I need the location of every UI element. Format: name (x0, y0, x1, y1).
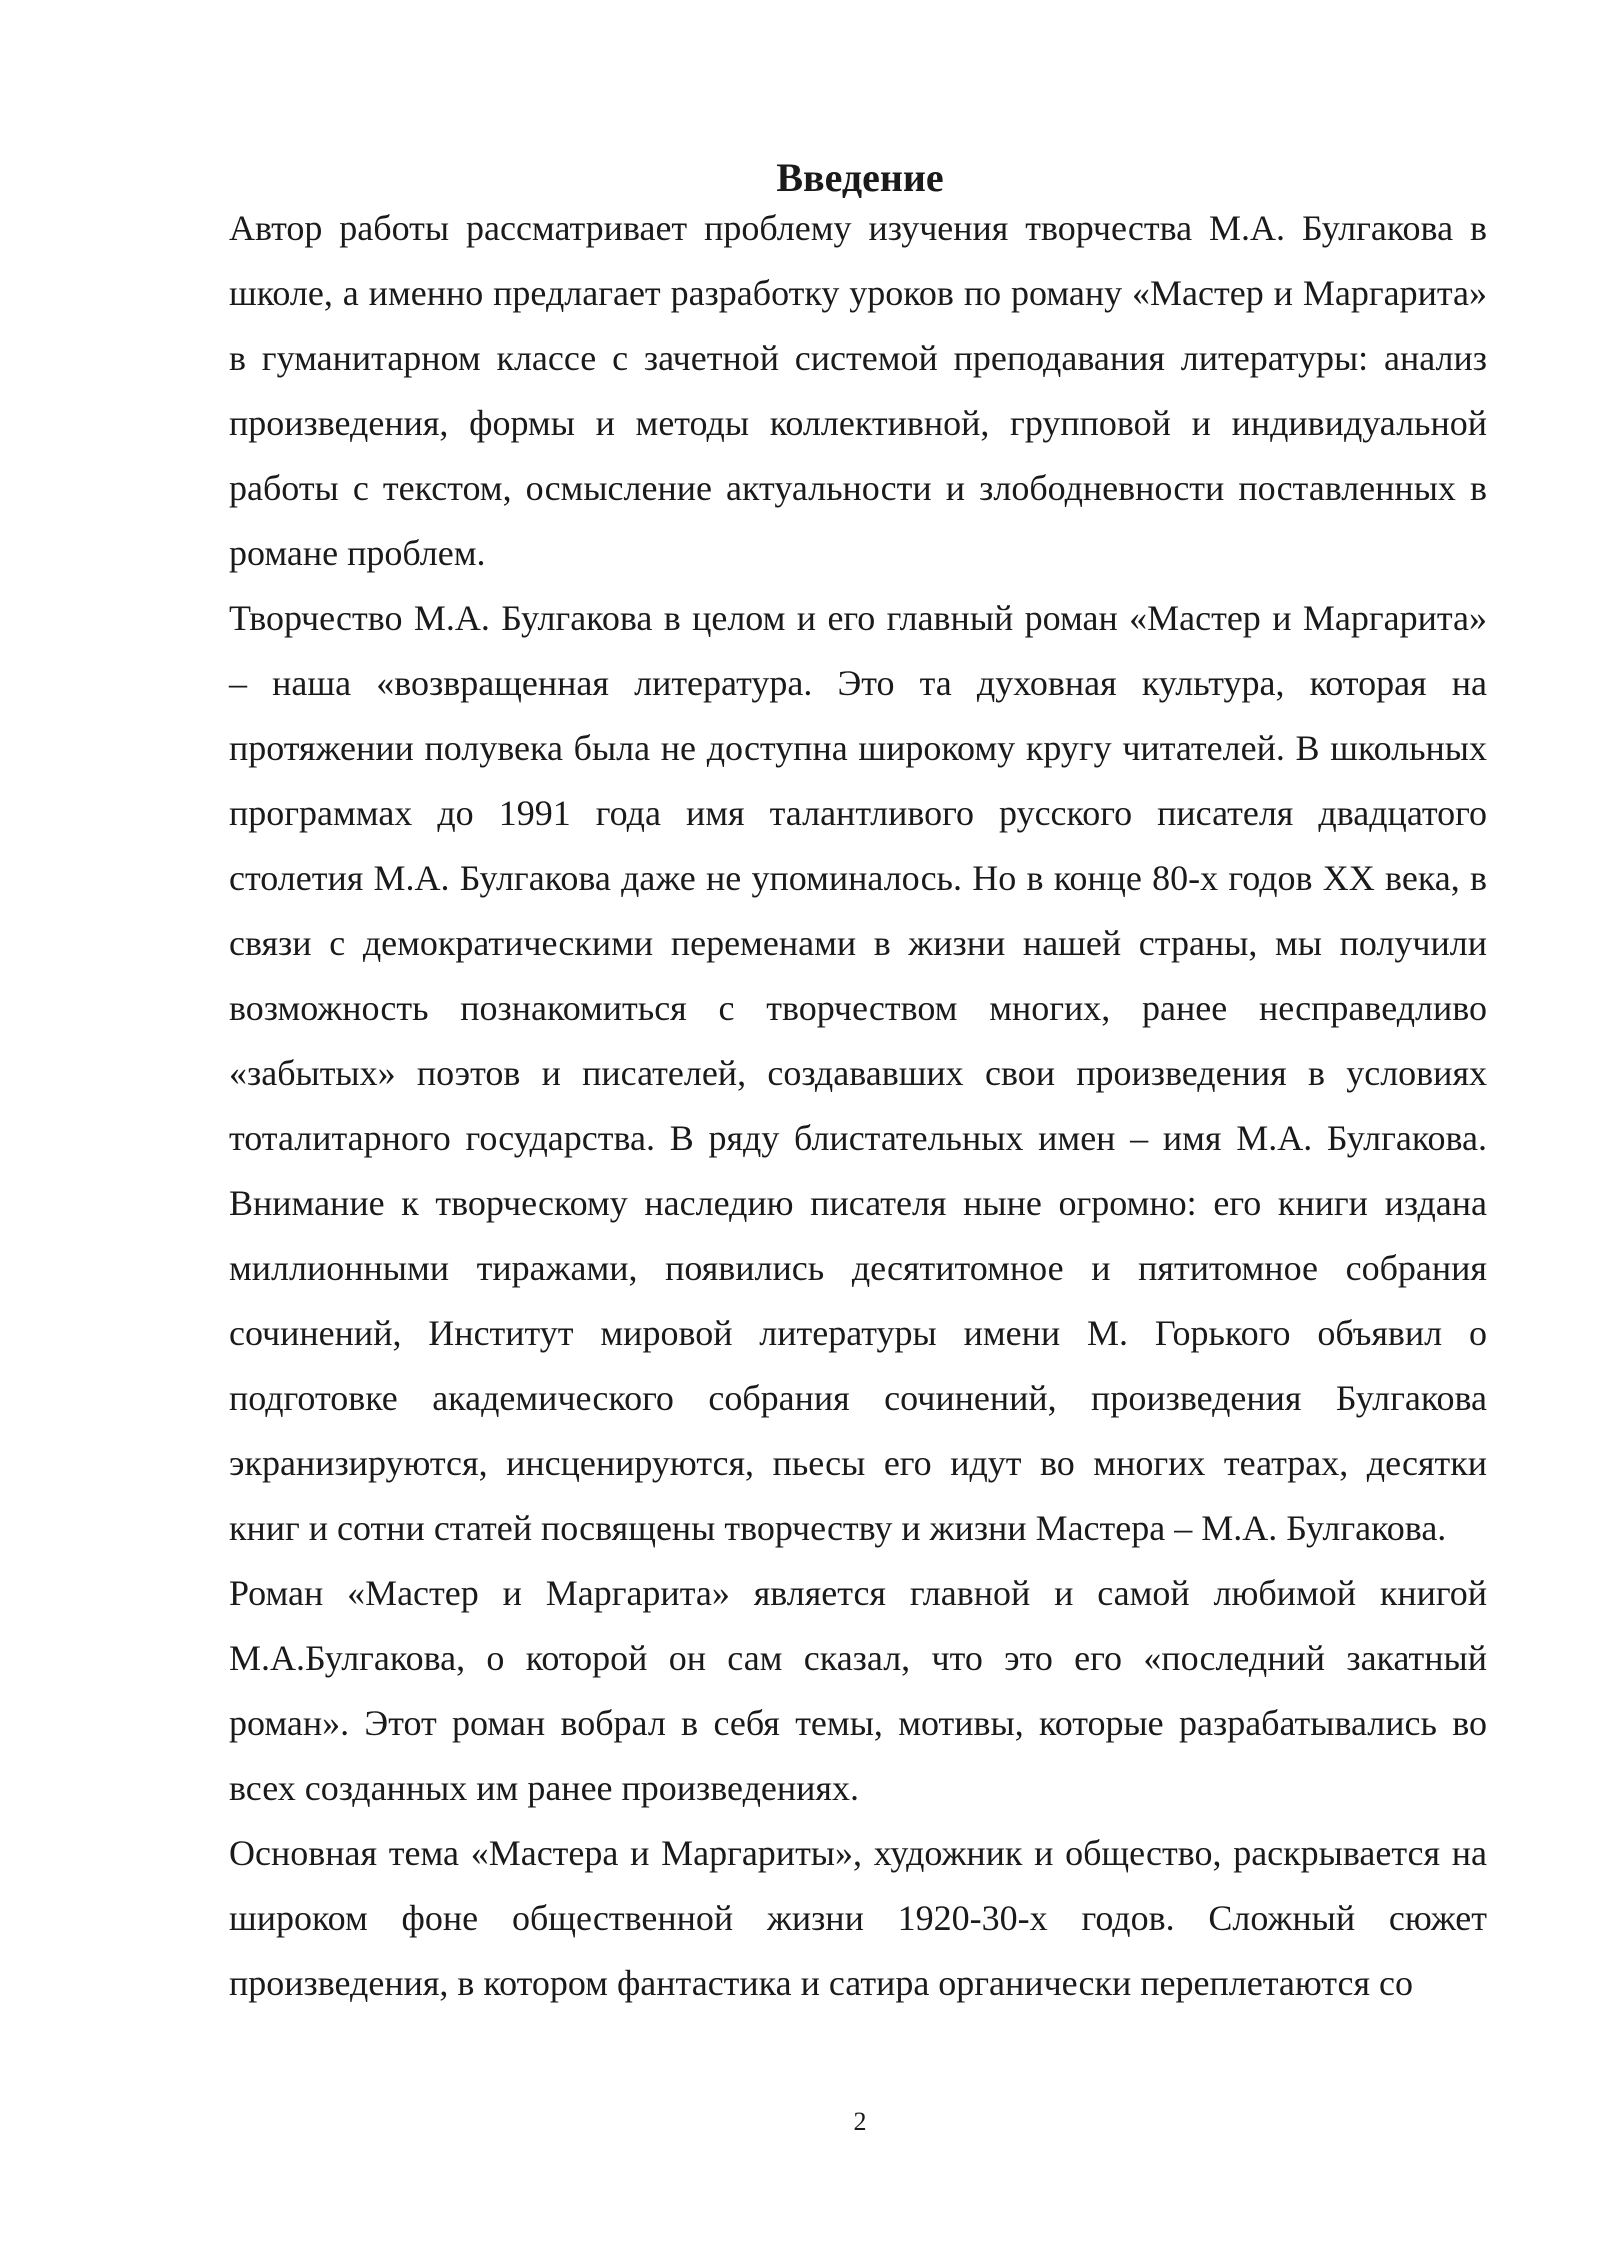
paragraph-2: Творчество М.А. Булгакова в целом и его главный роман «Мастер и Маргарита» – наша «возвращенная литература. Это та духовная культура, которая на протяжении полувека была не доступна широкому кругу читателей. В школьных программах до 1991 года имя талантливого русского писателя двадцатого столетия М.А. Булгакова даже не упоминалось. Но в конце 80-х годов XX века, в связи с демократическими переменами в жизни нашей страны, мы получили возможность познакомиться с творчеством многих, ранее несправедливо «забытых» поэтов и писателей, создававших свои произведения в условиях тоталитарного государства. В ряду блистательных имен – имя М.А. Булгакова. Внимание к творческому наследию писателя ныне огромно: его книги издана миллионными тиражами, появились десятитомное и пятитомное собрания сочинений, Институт мировой литературы имени М. Горького объявил о подготовке академического собрания сочинений, произведения Булгакова экранизируются, инсценируются, пьесы его идут во многих театрах, десятки книг и сотни статей посвящены творчеству и жизни Мастера – М.А. Булгакова. (229, 598, 1487, 1548)
document-body (229, 196, 1487, 2016)
paragraph-3: Роман «Мастер и Маргарита» является главной и самой любимой книгой М.А.Булгакова, о которой он сам сказал, что это его «последний закатный роман». Этот роман вобрал в себя темы, мотивы, которые разрабатывались во всех созданных им ранее произведениях. (229, 1573, 1487, 1808)
paragraph-1: Автор работы рассматривает проблему изучения творчества М.А. Булгакова в школе, а именно предлагает разработку уроков по роману «Мастер и Маргарита» в гуманитарном классе с зачетной системой преподавания литературы: анализ произведения, формы и методы коллективной, групповой и индивидуальной работы с текстом, осмысление актуальности и злободневности поставленных в романе проблем. (229, 208, 1487, 573)
paragraph-4: Основная тема «Мастера и Маргариты», художник и общество, раскрывается на широком фоне общественной жизни 1920-30-х годов. Сложный сюжет произведения, в котором фантастика и сатира органически переплетаются со (229, 1833, 1487, 2003)
page-number: 2 (853, 2107, 867, 2136)
page-title: Введение (776, 155, 944, 200)
